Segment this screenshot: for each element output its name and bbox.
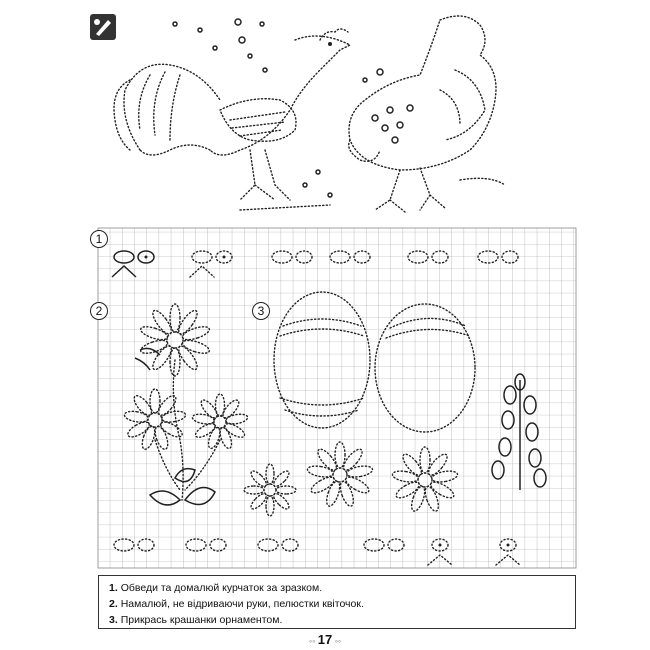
page-number-value: 17 bbox=[317, 632, 333, 647]
instruction-text: Прикрась крашанки орнаментом. bbox=[120, 614, 283, 626]
instruction-number: 3 bbox=[109, 614, 115, 626]
task-marker-2: 2 bbox=[90, 302, 108, 320]
instruction-text: Намалюй, не відриваючи руки, пелюстки квіточок. bbox=[120, 598, 364, 610]
task-marker-3: 3 bbox=[252, 302, 270, 320]
ornament-icon: ◦◦ bbox=[332, 636, 342, 646]
instruction-1: 1. Обведи та домалюй курчаток за зразком. bbox=[109, 582, 323, 594]
page-number bbox=[295, 632, 355, 647]
instruction-number: 1 bbox=[109, 582, 115, 594]
instruction-text: Обведи та домалюй курчаток за зразком. bbox=[120, 582, 323, 594]
instructions-box bbox=[98, 575, 576, 629]
task-marker-1: 1 bbox=[90, 230, 108, 248]
instruction-number: 2 bbox=[109, 598, 115, 610]
instruction-3: 3. Прикрась крашанки орнаментом. bbox=[109, 614, 283, 626]
ornament-icon: ◦◦ bbox=[308, 636, 318, 646]
instruction-2: 2. Намалюй, не відриваючи руки, пелюстки квіточок. bbox=[109, 598, 364, 610]
